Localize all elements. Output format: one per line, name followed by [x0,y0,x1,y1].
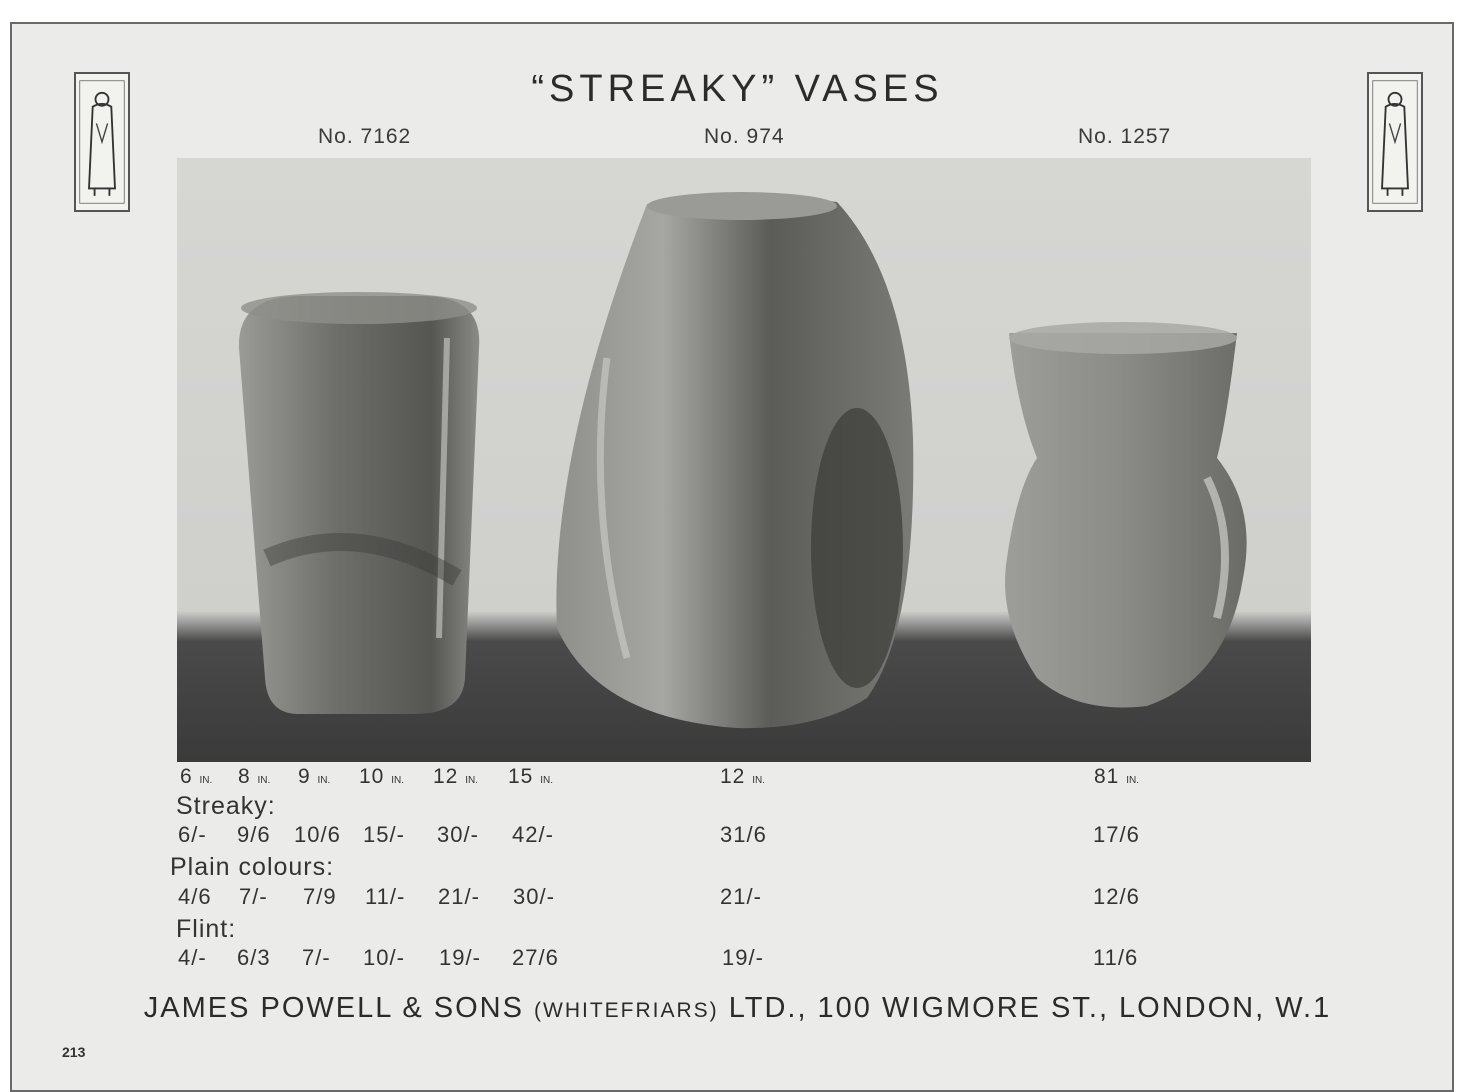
price-plain-974: 21/- [720,884,762,909]
size-974: 12 IN. [720,765,765,788]
price-streaky-7162-5: 42/- [512,822,554,847]
size-7162-5: 15 IN. [508,765,553,788]
category-streaky-label: Streaky: [176,792,276,820]
price-streaky-7162-2: 10/6 [294,822,341,847]
price-flint-7162-5: 27/6 [512,945,559,970]
size-7162-0: 6 IN. [180,765,213,788]
price-flint-974: 19/- [722,945,764,970]
price-streaky-7162-0: 6/- [178,822,207,847]
price-streaky-974: 31/6 [720,822,767,847]
price-flint-7162-1: 6/3 [237,945,271,970]
price-plain-1257: 12/6 [1093,884,1140,909]
catalogue-number-974: No. 974 [704,125,785,148]
price-plain-7162-4: 21/- [438,884,480,909]
price-plain-7162-3: 11/- [365,884,406,909]
size-7162-1: 8 IN. [238,765,271,788]
publisher-name: JAMES POWELL & SONS [143,992,524,1024]
page-number: 213 [62,1044,86,1060]
size-1257: 81 IN. [1094,765,1139,788]
catalogue-number-7162: No. 7162 [318,125,412,148]
page-title: “STREAKY” VASES [531,68,944,110]
size-7162-4: 12 IN. [433,765,478,788]
price-plain-7162-2: 7/9 [303,884,337,909]
price-flint-1257: 11/6 [1093,945,1139,970]
price-flint-7162-2: 7/- [302,945,331,970]
publisher-address [0,992,1475,1025]
price-plain-7162-5: 30/- [513,884,555,909]
size-7162-3: 10 IN. [359,765,404,788]
catalogue-number-1257: No. 1257 [1078,125,1172,148]
publisher-street: LTD., 100 WIGMORE ST., LONDON, W.1 [728,992,1332,1024]
price-streaky-7162-4: 30/- [437,822,479,847]
price-streaky-1257: 17/6 [1093,822,1140,847]
price-plain-7162-0: 4/6 [178,884,212,909]
price-flint-7162-3: 10/- [363,945,405,970]
price-plain-7162-1: 7/- [239,884,268,909]
category-flint-label: Flint: [176,915,237,943]
category-plain-label: Plain colours: [170,853,335,881]
size-7162-2: 9 IN. [298,765,331,788]
publisher-works: (WHITEFRIARS) [534,999,719,1022]
price-flint-7162-4: 19/- [439,945,481,970]
price-streaky-7162-3: 15/- [363,822,405,847]
price-streaky-7162-1: 9/6 [237,822,271,847]
price-flint-7162-0: 4/- [178,945,207,970]
vases-photograph-image [177,158,1311,762]
vases-photograph [177,158,1311,762]
